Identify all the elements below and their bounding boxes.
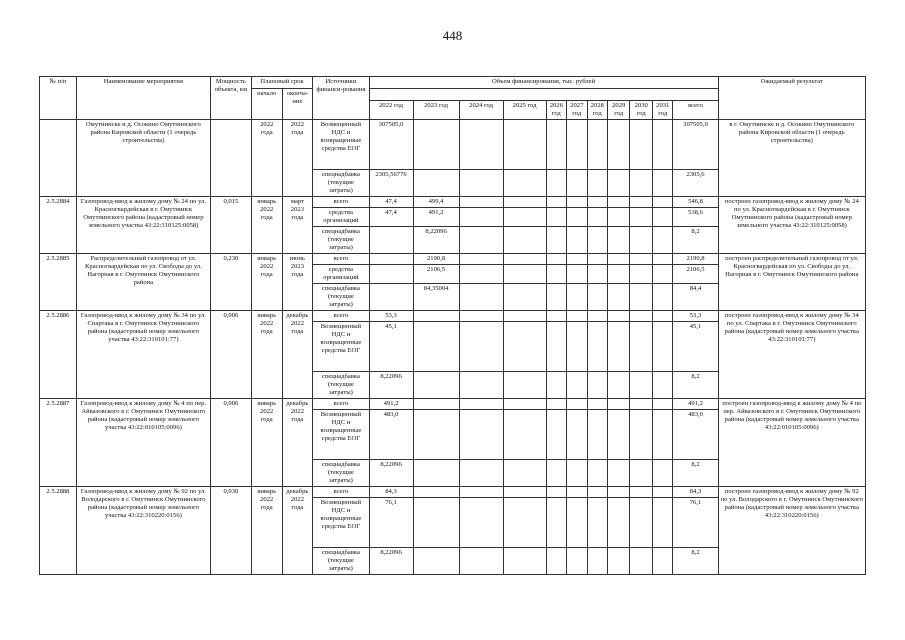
row-value — [607, 311, 630, 322]
row-value — [503, 208, 546, 227]
row-value — [503, 170, 546, 197]
row-value — [567, 197, 587, 208]
table-header — [40, 77, 866, 120]
row-value — [546, 197, 566, 208]
row-value — [413, 311, 459, 322]
row-value — [369, 284, 413, 311]
row-value — [607, 498, 630, 548]
row-value — [567, 487, 587, 498]
row-value — [503, 410, 546, 460]
row-value — [653, 498, 673, 548]
row-start: январь 2022 года — [251, 399, 282, 487]
row-value — [630, 265, 653, 284]
row-total: 76,1 — [673, 498, 718, 548]
row-end: декабрь 2022 года — [282, 399, 313, 487]
row-value — [630, 460, 653, 487]
row-value — [503, 120, 546, 170]
row-value — [413, 548, 459, 575]
row-total: 8,2 — [673, 460, 718, 487]
table-row — [40, 487, 866, 498]
row-value — [459, 322, 503, 372]
row-value — [653, 487, 673, 498]
row-value — [567, 311, 587, 322]
row-value — [587, 548, 607, 575]
row-value — [546, 498, 566, 548]
row-value — [413, 487, 459, 498]
header-funding: Объем финансирования, тыс. рублей — [369, 77, 718, 89]
row-value — [630, 120, 653, 170]
header-year: 2030 год — [630, 101, 653, 120]
row-total: 2106,5 — [673, 265, 718, 284]
row-value — [546, 460, 566, 487]
row-value — [567, 460, 587, 487]
row-value — [630, 548, 653, 575]
row-value — [653, 410, 673, 460]
row-value — [630, 311, 653, 322]
row-number — [40, 120, 77, 197]
table-row — [40, 197, 866, 208]
row-value — [546, 548, 566, 575]
row-value — [567, 208, 587, 227]
row-value — [587, 498, 607, 548]
row-source: всего — [313, 487, 369, 498]
row-value — [413, 498, 459, 548]
table-row — [40, 120, 866, 170]
row-value — [587, 197, 607, 208]
row-value — [630, 170, 653, 197]
row-value: 84,35004 — [413, 284, 459, 311]
row-value — [630, 197, 653, 208]
row-value — [459, 548, 503, 575]
row-source: спецнадбавка (текущие затраты) — [313, 170, 369, 197]
row-value — [630, 208, 653, 227]
header-sources: Источники финанси-рования — [313, 77, 369, 120]
row-end: 2022 года — [282, 120, 313, 197]
row-result: построен газопровод-ввод к жилому дому № 24 по ул. Красногвардейская в г. Омутнинск Омутнинского района (кадастровый номер земельного участка 43:22:310125:0058) — [718, 197, 865, 254]
row-value: 491,2 — [369, 399, 413, 410]
row-value — [607, 460, 630, 487]
row-value — [653, 460, 673, 487]
row-value — [546, 410, 566, 460]
row-value — [503, 311, 546, 322]
row-value — [546, 170, 566, 197]
row-capacity: 0,230 — [210, 254, 251, 311]
table-row — [40, 254, 866, 265]
row-result: построен газопровод-ввод к жилому дому № 92 по ул. Володарского в г. Омутнинск Омутнинского района (кадастровый номер земельного участка 43:22:310220:0156) — [718, 487, 865, 575]
page-number: 448 — [442, 28, 463, 43]
row-source: Возмещенный НДС и возвращенные средства ЕОГ — [313, 120, 369, 170]
row-name: Газопровод-ввод к жилому дому № 92 по ул. Володарского в г. Омутнинск Омутнинского района (кадастровый номер земельного участка 43:22:310220:0156) — [76, 487, 210, 575]
row-value — [546, 227, 566, 254]
table-row — [40, 399, 866, 410]
row-value: 8,22096 — [369, 460, 413, 487]
row-result: построен распределительный газопровод от ул. Красногвардейская по ул. Свободы до ул. Нагорная в г. Омутнинск Омутнинского района — [718, 254, 865, 311]
row-value — [630, 399, 653, 410]
row-start: январь 2022 года — [251, 311, 282, 399]
row-total: 53,3 — [673, 311, 718, 322]
row-value — [607, 372, 630, 399]
row-value — [587, 410, 607, 460]
row-value — [587, 311, 607, 322]
row-number: 2.5.2885 — [40, 254, 77, 311]
row-start: январь 2022 года — [251, 487, 282, 575]
row-source: средства организаций — [313, 265, 369, 284]
row-value — [459, 284, 503, 311]
row-value — [567, 265, 587, 284]
row-total: 2305,6 — [673, 170, 718, 197]
row-value — [369, 265, 413, 284]
row-value — [459, 254, 503, 265]
row-value — [653, 208, 673, 227]
row-source: спецнадбавка (текущие затраты) — [313, 548, 369, 575]
row-value — [567, 227, 587, 254]
row-value — [503, 197, 546, 208]
header-year: 2022 год — [369, 101, 413, 120]
row-value — [653, 120, 673, 170]
row-number: 2.5.2886 — [40, 311, 77, 399]
row-source: всего — [313, 399, 369, 410]
row-value — [587, 120, 607, 170]
row-value — [369, 254, 413, 265]
row-value — [503, 460, 546, 487]
row-value — [567, 498, 587, 548]
row-total: 483,0 — [673, 410, 718, 460]
row-value: 491,2 — [413, 208, 459, 227]
row-value: 8,22096 — [369, 548, 413, 575]
row-value — [503, 227, 546, 254]
row-value: 53,3 — [369, 311, 413, 322]
row-value — [503, 372, 546, 399]
financing-table — [39, 76, 866, 575]
row-value — [369, 227, 413, 254]
row-value — [459, 372, 503, 399]
row-value — [567, 410, 587, 460]
header-year: 2028 год — [587, 101, 607, 120]
row-value: 499,4 — [413, 197, 459, 208]
row-name: Распределительный газопровод от ул. Красногвардейская по ул. Свободы до ул. Нагорная в г. Омутнинск Омутнинского района — [76, 254, 210, 311]
row-value — [567, 322, 587, 372]
row-value — [630, 498, 653, 548]
row-total: 84,4 — [673, 284, 718, 311]
row-source: средства организаций — [313, 208, 369, 227]
row-value — [503, 399, 546, 410]
row-value — [607, 410, 630, 460]
row-value — [413, 120, 459, 170]
row-value — [607, 284, 630, 311]
row-value — [459, 498, 503, 548]
header-funding-spacer — [369, 89, 718, 101]
row-value — [503, 498, 546, 548]
row-value: 45,1 — [369, 322, 413, 372]
header-year: 2023 год — [413, 101, 459, 120]
row-value: 84,3 — [369, 487, 413, 498]
row-start: январь 2022 года — [251, 197, 282, 254]
row-value — [459, 197, 503, 208]
row-source: Возмещенный НДС и возвращенные средства ЕОГ — [313, 498, 369, 548]
row-value — [503, 265, 546, 284]
row-value — [607, 399, 630, 410]
row-value — [653, 284, 673, 311]
row-value — [653, 399, 673, 410]
row-end: март 2023 года — [282, 197, 313, 254]
table-body — [40, 120, 866, 575]
row-value — [607, 197, 630, 208]
header-year: 2027 год — [567, 101, 587, 120]
row-name: Газопровод-ввод к жилому дому № 34 по ул. Спартака в г. Омутнинск Омутнинского района (кадастровый номер земельного участка 43:22:310101:77) — [76, 311, 210, 399]
row-value — [607, 322, 630, 372]
row-value — [630, 227, 653, 254]
header-end: оконча-ние — [282, 89, 313, 120]
row-value — [459, 311, 503, 322]
row-value — [459, 120, 503, 170]
row-total: 8,2 — [673, 548, 718, 575]
row-value — [653, 254, 673, 265]
row-total: 307505,0 — [673, 120, 718, 170]
row-name: Омутнинске и д. Осокино Омутнинского района Кировской области (1 очередь строительства) — [76, 120, 210, 197]
row-value — [503, 322, 546, 372]
header-capacity: Мощность объекта, км — [210, 77, 251, 120]
row-value — [587, 208, 607, 227]
row-value — [607, 265, 630, 284]
row-value — [459, 208, 503, 227]
row-number: 2.5.2888 — [40, 487, 77, 575]
row-value — [413, 399, 459, 410]
header-start: начало — [251, 89, 282, 120]
row-capacity: 0,006 — [210, 399, 251, 487]
row-value — [587, 284, 607, 311]
row-value — [503, 548, 546, 575]
row-value — [587, 227, 607, 254]
header-year: 2024 год — [459, 101, 503, 120]
row-value — [567, 399, 587, 410]
row-value — [459, 265, 503, 284]
row-value — [587, 254, 607, 265]
row-total: 538,6 — [673, 208, 718, 227]
row-source: Возмещенный НДС и возвращенные средства ЕОГ — [313, 322, 369, 372]
row-value — [546, 254, 566, 265]
row-value: 8,22096 — [413, 227, 459, 254]
row-total: 2190,8 — [673, 254, 718, 265]
row-value — [459, 399, 503, 410]
row-value — [653, 170, 673, 197]
row-value — [567, 548, 587, 575]
row-value — [587, 265, 607, 284]
row-value — [546, 265, 566, 284]
header-result: Ожидаемый результат — [718, 77, 865, 120]
row-value — [653, 548, 673, 575]
row-value — [653, 197, 673, 208]
row-number: 2.5.2887 — [40, 399, 77, 487]
row-source: всего — [313, 254, 369, 265]
row-value — [607, 120, 630, 170]
row-total: 8,2 — [673, 227, 718, 254]
row-value — [630, 487, 653, 498]
row-value: 2190,8 — [413, 254, 459, 265]
row-value — [546, 372, 566, 399]
row-value — [653, 311, 673, 322]
row-result: в г. Омутнинске и д. Осокино Омутнинского района Кировской области (1 очередь строительства) — [718, 120, 865, 197]
row-start: 2022 года — [251, 120, 282, 197]
header-year: 2029 год — [607, 101, 630, 120]
row-value — [413, 372, 459, 399]
row-value — [587, 322, 607, 372]
row-value — [630, 284, 653, 311]
row-value — [546, 311, 566, 322]
header-total: всего — [673, 101, 718, 120]
header-num: № п/п — [40, 77, 77, 120]
row-value — [546, 208, 566, 227]
row-total: 546,8 — [673, 197, 718, 208]
row-source: спецнадбавка (текущие затраты) — [313, 227, 369, 254]
row-value — [587, 170, 607, 197]
row-source: Возмещенный НДС и возвращенные средства ЕОГ — [313, 410, 369, 460]
row-value: 2106,5 — [413, 265, 459, 284]
row-value — [567, 372, 587, 399]
table-row — [40, 311, 866, 322]
row-total: 84,3 — [673, 487, 718, 498]
row-value: 47,4 — [369, 197, 413, 208]
row-total: 8,2 — [673, 372, 718, 399]
row-value — [546, 399, 566, 410]
row-value — [587, 372, 607, 399]
row-value — [546, 284, 566, 311]
row-source: всего — [313, 311, 369, 322]
row-capacity: 0,030 — [210, 487, 251, 575]
row-value: 47,4 — [369, 208, 413, 227]
row-value — [607, 227, 630, 254]
row-value — [630, 322, 653, 372]
row-value — [630, 372, 653, 399]
row-value: 307505,0 — [369, 120, 413, 170]
row-value — [653, 322, 673, 372]
row-end: декабрь 2022 года — [282, 487, 313, 575]
row-value — [503, 284, 546, 311]
row-value — [567, 120, 587, 170]
row-value — [630, 254, 653, 265]
header-year: 2026 год — [546, 101, 566, 120]
row-value — [459, 170, 503, 197]
row-value — [653, 227, 673, 254]
row-total: 45,1 — [673, 322, 718, 372]
row-end: июнь 2023 года — [282, 254, 313, 311]
row-capacity: 0,015 — [210, 197, 251, 254]
row-value — [653, 265, 673, 284]
row-value — [546, 120, 566, 170]
row-value — [459, 487, 503, 498]
row-value — [607, 487, 630, 498]
row-value — [607, 208, 630, 227]
row-source: спецнадбавка (текущие затраты) — [313, 372, 369, 399]
row-value — [653, 372, 673, 399]
header-name: Наименование мероприятия — [76, 77, 210, 120]
row-value — [413, 460, 459, 487]
row-value — [546, 487, 566, 498]
row-value — [607, 548, 630, 575]
row-value — [459, 460, 503, 487]
header-plan-period: Плановый срок — [251, 77, 312, 89]
row-value: 2305,56776 — [369, 170, 413, 197]
row-value — [607, 170, 630, 197]
row-value — [587, 460, 607, 487]
row-value — [546, 322, 566, 372]
row-name: Газопровод-ввод к жилому дому № 4 по пер. Айвазовского в г. Омутнинск Омутнинского района (кадастровый номер земельного участка 43:22:010105:0096) — [76, 399, 210, 487]
row-capacity: 0,006 — [210, 311, 251, 399]
row-source: всего — [313, 197, 369, 208]
row-result: построен газопровод-ввод к жилому дому № 4 по пер. Айвазовского в г. Омутнинск Омутнинского района (кадастровый номер земельного участка 43:22:010105:0096) — [718, 399, 865, 487]
row-value — [587, 399, 607, 410]
row-value — [413, 170, 459, 197]
row-value: 483,0 — [369, 410, 413, 460]
row-value: 8,22096 — [369, 372, 413, 399]
row-result: построен газопровод-ввод к жилому дому № 34 по ул. Спартака в г. Омутнинск Омутнинского района (кадастровый номер земельного участка 43:22:310101:77) — [718, 311, 865, 399]
row-value: 76,1 — [369, 498, 413, 548]
row-end: декабрь 2022 года — [282, 311, 313, 399]
row-total: 491,2 — [673, 399, 718, 410]
row-value — [459, 227, 503, 254]
row-source: спецнадбавка (текущие затраты) — [313, 460, 369, 487]
row-value — [413, 410, 459, 460]
row-value — [630, 410, 653, 460]
row-value — [587, 487, 607, 498]
row-value — [567, 284, 587, 311]
row-value — [567, 254, 587, 265]
row-value — [503, 487, 546, 498]
row-capacity — [210, 120, 251, 197]
row-value — [459, 410, 503, 460]
row-source: спецнадбавка (текущие затраты) — [313, 284, 369, 311]
row-value — [607, 254, 630, 265]
row-value — [567, 170, 587, 197]
header-year: 2031 год — [653, 101, 673, 120]
row-value — [503, 254, 546, 265]
row-start: январь 2022 года — [251, 254, 282, 311]
row-number: 2.5.2884 — [40, 197, 77, 254]
row-name: Газопровод-ввод к жилому дому № 24 по ул. Красногвардейская в г. Омутнинск Омутнинского района (кадастровый номер земельного участка 43:22:310125:0058) — [76, 197, 210, 254]
header-year: 2025 год — [503, 101, 546, 120]
row-value — [413, 322, 459, 372]
